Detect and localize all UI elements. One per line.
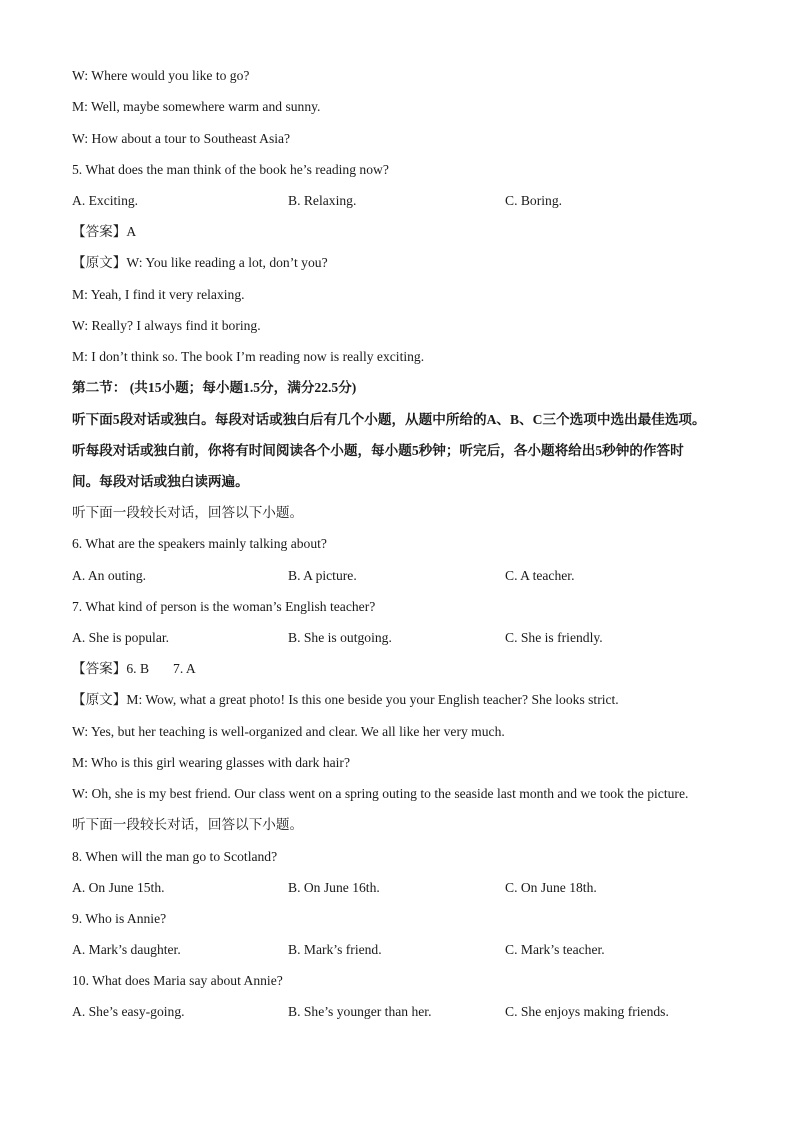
option-b: B. Mark’s friend. — [288, 942, 382, 957]
question-7: 7. What kind of person is the woman’s English teacher? — [72, 599, 376, 614]
question-8: 8. When will the man go to Scotland? — [72, 849, 278, 864]
option-b: B. A picture. — [288, 568, 357, 583]
q67-answer — [72, 659, 732, 679]
option-c: C. She is friendly. — [505, 630, 603, 645]
option-c: C. She enjoys making friends. — [505, 1004, 669, 1019]
transcript-line: W: Really? I always find it boring. — [72, 318, 261, 333]
option-a: A. Exciting. — [72, 193, 139, 208]
option-b: B. On June 16th. — [288, 880, 380, 895]
answer-label: 【答案】6. B — [72, 661, 150, 676]
listening-prompt: 听下面一段较长对话，回答以下小题。 — [72, 505, 304, 520]
section-instructions: 听下面5段对话或独白。每段对话或独白后有几个小题，从题中所给的A、B、C三个选项中选出最佳选项。 — [72, 412, 706, 427]
q5-answer: 【答案】A — [72, 224, 137, 239]
option-a: A. She’s easy-going. — [72, 1004, 185, 1019]
section-instructions: 间。每段对话或独白读两遍。 — [72, 474, 249, 489]
dialogue-line: W: How about a tour to Southeast Asia? — [72, 131, 291, 146]
question-6: 6. What are the speakers mainly talking about? — [72, 536, 327, 551]
transcript-line: W: Oh, she is my best friend. Our class went on a spring outing to the seaside last month and we took the picture. — [72, 786, 689, 801]
answer-second: 7. A — [173, 661, 196, 676]
question-5: 5. What does the man think of the book he’s reading now? — [72, 162, 389, 177]
option-b: B. She’s younger than her. — [288, 1004, 432, 1019]
option-a: A. She is popular. — [72, 630, 170, 645]
option-c: C. On June 18th. — [505, 880, 597, 895]
option-c: C. A teacher. — [505, 568, 575, 583]
transcript-line: 【原文】W: You like reading a lot, don’t you? — [72, 255, 328, 270]
option-c: C. Mark’s teacher. — [505, 942, 605, 957]
question-9: 9. Who is Annie? — [72, 911, 167, 926]
option-c: C. Boring. — [505, 193, 563, 208]
section-heading: 第二节： (共15小题；每小题1.5分，满分22.5分) — [72, 380, 357, 395]
section-instructions: 听每段对话或独白前，你将有时间阅读各个小题，每小题5秒钟；听完后，各小题将给出5秒钟的作答时 — [72, 443, 684, 458]
option-b: B. She is outgoing. — [288, 630, 392, 645]
transcript-line: W: Yes, but her teaching is well-organized and clear. We all like her very much. — [72, 724, 505, 739]
transcript-line: M: Who is this girl wearing glasses with dark hair? — [72, 755, 350, 770]
option-a: A. Mark’s daughter. — [72, 942, 181, 957]
option-a: A. An outing. — [72, 568, 147, 583]
option-b: B. Relaxing. — [288, 193, 357, 208]
option-a: A. On June 15th. — [72, 880, 165, 895]
question-10: 10. What does Maria say about Annie? — [72, 973, 283, 988]
dialogue-line: W: Where would you like to go? — [72, 68, 250, 83]
listening-prompt: 听下面一段较长对话，回答以下小题。 — [72, 817, 304, 832]
transcript-line: 【原文】M: Wow, what a great photo! Is this one beside you your English teacher? She looks strict. — [72, 692, 619, 707]
transcript-line: M: Yeah, I find it very relaxing. — [72, 287, 245, 302]
dialogue-line: M: Well, maybe somewhere warm and sunny. — [72, 99, 321, 114]
transcript-line: M: I don’t think so. The book I’m reading now is really exciting. — [72, 349, 425, 364]
